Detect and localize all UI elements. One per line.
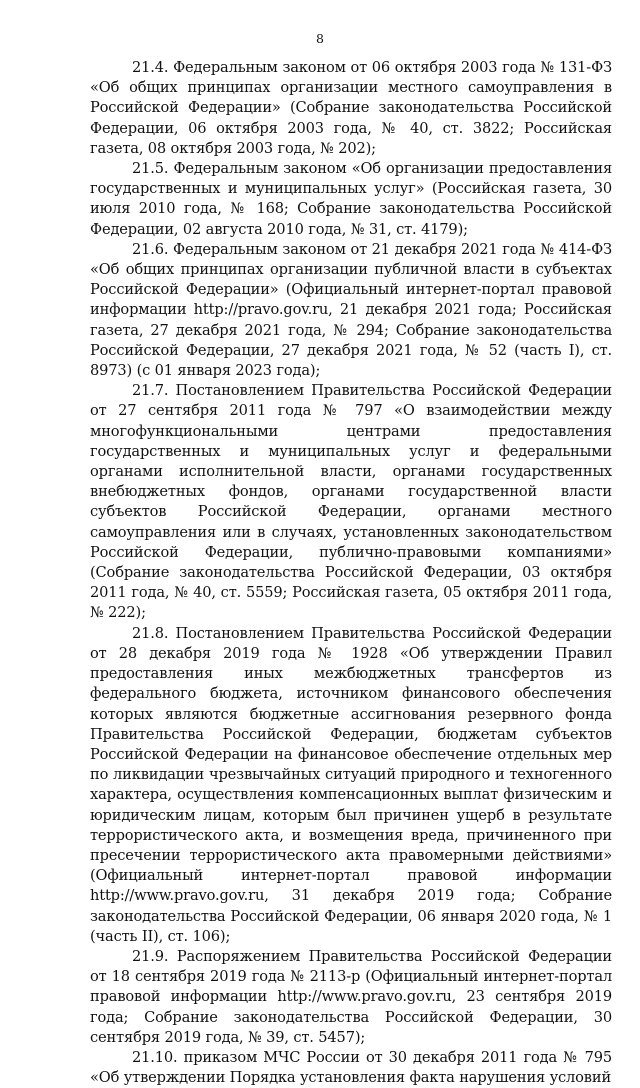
paragraph-21-10: 21.10. приказом МЧС России от 30 декабря 2011 года № 795 «Об утверждении Порядка установления факта нарушения условий	[90, 1048, 612, 1087]
page-number: 8	[316, 31, 324, 46]
paragraph-21-7: 21.7. Постановлением Правительства Российской Федерации от 27 сентября 2011 года № 797 «О взаимодействии между многофункциональными центрами предоставления государственных и муниципальных услуг и федеральными органами исполнительной власти, органами государственных внебюджетных фондов, органами государственной власти субъектов Российской Федерации, органами местного самоуправления или в случаях, установленных законодательством Российской Федерации, публично-правовыми компаниями» (Собрание законодательства Российской Федерации, 03 октября 2011 года, № 40, ст. 5559; Российская газета, 05 октября 2011 года, № 222);	[90, 382, 612, 622]
paragraph-21-6: 21.6. Федеральным законом от 21 декабря 2021 года № 414-ФЗ «Об общих принципах организации публичной власти в субъектах Российской Федерации» (Официальный интернет-портал правовой информации http://pravo.gov.ru, 21 декабря 2021 года; Российская газета, 27 декабря 2021 года, № 294; Собрание законодательства Российской Федерации, 27 декабря 2021 года, № 52 (часть I), ст. 8973) (с 01 января 2023 года);	[90, 240, 612, 380]
paragraph-21-4: 21.4. Федеральным законом от 06 октября 2003 года № 131-ФЗ «Об общих принципах организации местного самоуправления в Российской Федерации» (Собрание законодательства Российской Федерации, 06 октября 2003 года, № 40, ст. 3822; Российская газета, 08 октября 2003 года, № 202);	[90, 59, 612, 157]
document-body	[90, 58, 612, 1088]
paragraph-21-5: 21.5. Федеральным законом «Об организации предоставления государственных и муниципальных услуг» (Российская газета, 30 июля 2010 года, № 168; Собрание законодательства Российской Федерации, 02 августа 2010 года, № 31, ст. 4179);	[90, 160, 612, 238]
paragraph-21-9: 21.9. Распоряжением Правительства Российской Федерации от 18 сентября 2019 года № 2113-р (Официальный интернет-портал правовой информации http://www.pravo.gov.ru, 23 сентября 2019 года; Собрание законодательства Российской Федерации, 30 сентября 2019 года, № 39, ст. 5457);	[90, 947, 612, 1046]
paragraph-21-8: 21.8. Постановлением Правительства Российской Федерации от 28 декабря 2019 года № 1928 «Об утверждении Правил предоставления иных межбюджетных трансфертов из федерального бюджета, источником финансового обеспечения которых являются бюджетные ассигнования резервного фонда Правительства Российской Федерации, бюджетам субъектов Российской Федерации на финансовое обеспечение отдельных мер по ликвидации чрезвычайных ситуаций природного и техногенного характера, осуществления компенсационных выплат физическим и юридическим лицам, которым был причинен ущерб в результате террористического акта, и возмещения вреда, причиненного при пресечении террористического акта правомерными действиями» (Официальный интернет-портал правовой информации http://www.pravo.gov.ru, 31 декабря 2019 года; Собрание законодательства Российской Федерации, 06 января 2020 года, № 1 (часть II), ст. 106);	[90, 624, 612, 945]
